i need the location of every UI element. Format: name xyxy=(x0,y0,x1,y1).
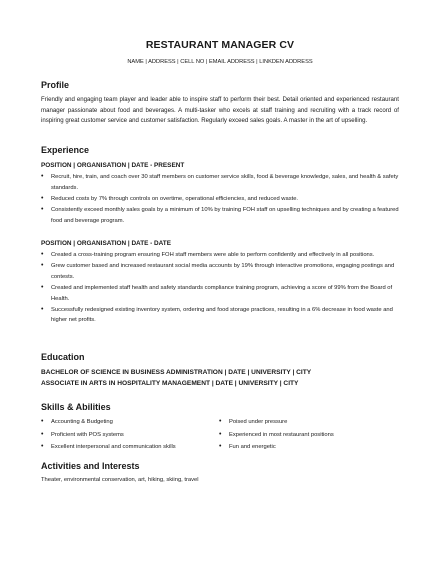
activities-text: Theater, environmental conservation, art, hiking, skiing, travel xyxy=(41,477,199,483)
job-2-bullets xyxy=(41,250,401,326)
list-item: • Created and implemented staff health and safety standards compliance training program, achieving a score of 99% from the Board of Health. xyxy=(41,283,401,305)
resume-title: RESTAURANT MANAGER CV xyxy=(145,39,295,51)
list-item: • Reduced costs by 7% through controls on overtime, operational efficiencies, and reduced waste. xyxy=(41,194,401,205)
skills-left-list xyxy=(41,416,221,454)
job-title-1: POSITION | ORGANISATION | DATE - PRESENT xyxy=(41,162,185,169)
list-item: • Created a cross-training program ensuring FOH staff members were able to perform confidently and effectively in all positions. xyxy=(41,250,401,261)
activities-heading: Activities and Interests xyxy=(41,461,140,471)
education-item-2: ASSOCIATE IN ARTS IN HOSPITALITY MANAGEMENT | DATE | UNIVERSITY | CITY xyxy=(41,380,299,387)
experience-heading: Experience xyxy=(41,145,90,155)
list-item: • Fun and energetic xyxy=(219,441,399,454)
list-item: • Recruit, hire, train, and coach over 30 staff members on customer service skills, food & beverage knowledge, sales, and health & safety standards. xyxy=(41,172,401,194)
education-heading: Education xyxy=(41,352,85,362)
profile-heading: Profile xyxy=(41,80,70,90)
list-item: • Grew customer based and increased restaurant social media accounts by 19% through interactive promotions, engaging postings and contests. xyxy=(41,261,401,283)
profile-text: Friendly and engaging team player and leader able to inspire staff to perform their best. Detail oriented and experienced restaurant manager passionate about food and beverages. A multi-tasker who excels at staff training and recruiting with a track record of inspiring great customer service and customer satisfaction. Regularly exceed sales goals. A master in the art of upselling. xyxy=(41,96,399,125)
list-item: • Poised under pressure xyxy=(219,416,399,429)
skills-right-list xyxy=(219,416,399,454)
list-item: • Excellent interpersonal and communication skills xyxy=(41,441,221,454)
education-item-1: BACHELOR OF SCIENCE IN BUSINESS ADMINISTRATION | DATE | UNIVERSITY | CITY xyxy=(41,369,312,376)
list-item: • Proficient with POS systems xyxy=(41,429,221,442)
list-item: • Consistently exceed monthly sales goals by a minimum of 10% by training FOH staff on upselling techniques and by creating a featured food and beverage program. xyxy=(41,205,401,227)
list-item: • Accounting & Budgeting xyxy=(41,416,221,429)
job-1-bullets xyxy=(41,172,401,227)
job-title-2: POSITION | ORGANISATION | DATE - DATE xyxy=(41,240,171,247)
list-item: • Successfully redesigned existing inventory system, ordering and food storage practices, resulting in a 6% decrease in food waste and higher net profits. xyxy=(41,305,401,327)
list-item: • Experienced in most restaurant positions xyxy=(219,429,399,442)
skills-heading: Skills & Abilities xyxy=(41,402,111,412)
contact-line: NAME | ADDRESS | CELL NO | EMAIL ADDRESS | LINKDEN ADDRESS xyxy=(127,59,313,65)
